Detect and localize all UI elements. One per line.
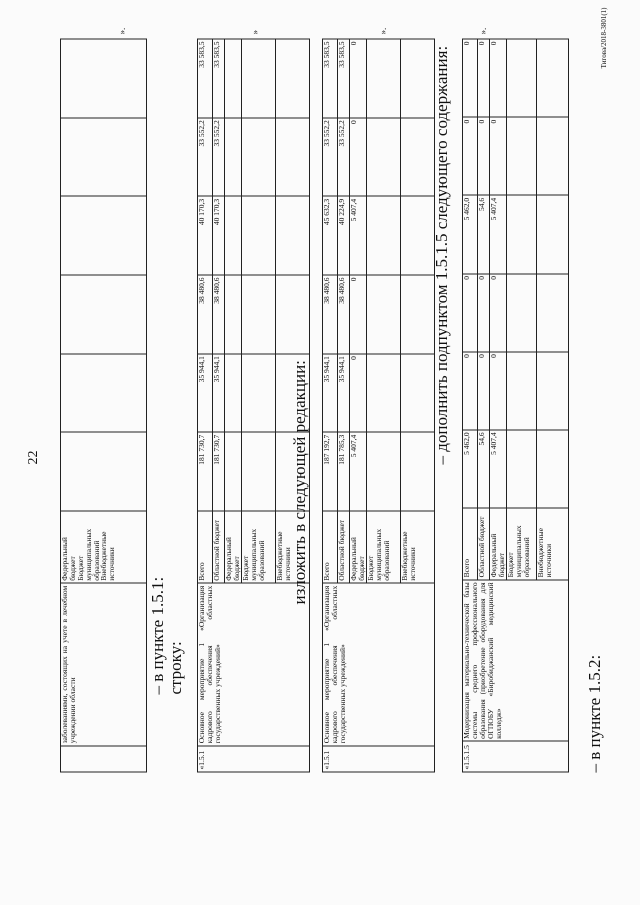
t1-num: «1.5.1 (198, 746, 310, 772)
t2-cell: 45 632,3 (323, 196, 338, 275)
t2-cell: 0 (350, 118, 367, 197)
t3-cell: 0 (463, 117, 478, 195)
t2-source: Бюджет муниципальных образований (366, 511, 400, 583)
t2-source: Всего (323, 511, 338, 583)
t3-cell: 0 (490, 39, 507, 117)
t2-cell: 0 (350, 39, 367, 118)
t3-source: Внебюджетные источники (536, 508, 568, 580)
t2-cell: 40 224,9 (338, 196, 350, 275)
t1-source: Федеральный бюджет (225, 511, 242, 583)
t2-num: «1.5.1 (323, 746, 435, 772)
t2-cell: 38 480,6 (323, 275, 338, 354)
t3-cell: 5 462,0 (463, 430, 478, 508)
t3-cell: 0 (478, 352, 490, 430)
t1-source: Бюджет муниципальных образований (241, 511, 275, 583)
t2-cell: 33 552,2 (338, 118, 350, 197)
t3-desc: Модернизация материально-технической базы системы среднего профессионального образования (приобретение оборудования для ОГПОБУ «Биробиджанский медицинский колледж» (463, 580, 569, 742)
t1-cell: 38 480,6 (198, 275, 213, 354)
t3-cell: 0 (490, 274, 507, 352)
t3-cell: 0 (478, 117, 490, 195)
t2-cell: 0 (350, 275, 367, 354)
t1-source: Областной бюджет (213, 511, 225, 583)
t1-cell: 35 944,1 (198, 354, 213, 433)
t1-cell: 40 170,3 (198, 196, 213, 275)
t1-cell: 33 583,5 (213, 39, 225, 118)
para-4: – в пункте 1.5.2: (585, 654, 604, 773)
t2-cell: 35 944,1 (323, 354, 338, 433)
para-3: – дополнить подпунктом 1.5.1.5 следующего содержания: (432, 45, 451, 465)
t3-cell: 0 (463, 39, 478, 117)
t3-cell: 0 (478, 39, 490, 117)
t3-cell: 0 (490, 117, 507, 195)
t1-cell: 181 730,7 (198, 432, 213, 511)
t3-cell: 5 407,4 (490, 430, 507, 508)
table-2 (322, 39, 435, 773)
t3-cell: 0 (478, 274, 490, 352)
t1-cell: 35 944,1 (213, 354, 225, 433)
t1-cell: 33 583,5 (198, 39, 213, 118)
t2-source: Внебюджетные источники (400, 511, 434, 583)
t2-cell: 5 407,4 (350, 432, 367, 511)
t1-source: Внебюджетные источники (275, 511, 309, 583)
t2-cell: 5 407,4 (350, 196, 367, 275)
t2-cell: 187 192,7 (323, 432, 338, 511)
t2-end-quote: ». (378, 27, 388, 35)
t1-cell: 181 730,7 (213, 432, 225, 511)
table-3 (462, 39, 569, 773)
page-number: 22 (26, 450, 41, 465)
t1-desc: Основное мероприятие 1 «Организация кадрового обеспечения областных государственных учреждений» (198, 583, 310, 746)
t1-source: Всего (198, 511, 213, 583)
footer-code: Тигова/2018-3801(1) (600, 7, 608, 69)
t2-cell: 33 552,2 (323, 118, 338, 197)
t1-cell: 33 552,2 (198, 118, 213, 197)
t3-cell: 0 (463, 352, 478, 430)
t2-cell: 38 480,6 (338, 275, 350, 354)
t2-cell: 181 785,3 (338, 432, 350, 511)
t2-cell: 33 583,5 (323, 39, 338, 118)
t3-cell: 5 407,4 (490, 195, 507, 273)
table-top (60, 39, 147, 773)
t3-cell: 0 (463, 274, 478, 352)
top-desc: заболеваниями, состоящих на учете в лечебном учреждении области (61, 583, 147, 746)
t3-cell: 54,6 (478, 195, 490, 273)
t3-cell: 0 (490, 352, 507, 430)
t1-end-quote: » (250, 30, 260, 35)
t2-cell: 0 (350, 354, 367, 433)
t3-source: Бюджет муниципальных образований (506, 508, 536, 580)
t3-source: Областной бюджет (478, 508, 490, 580)
para-1b: строку: (166, 641, 185, 695)
t3-cell: 5 462,0 (463, 195, 478, 273)
t2-cell: 35 944,1 (338, 354, 350, 433)
t2-desc: Основное мероприятие 1 «Организация кадрового обеспечения областных государственных учреждений» (323, 583, 435, 746)
top-source-1: Федеральный бюджет (60, 537, 77, 581)
t2-source: Областной бюджет (338, 511, 350, 583)
t1-cell: 40 170,3 (213, 196, 225, 275)
t2-cell: 33 583,5 (338, 39, 350, 118)
t2-source: Федеральный бюджет (350, 511, 367, 583)
t1-cell: 33 552,2 (213, 118, 225, 197)
t3-num: «1.5.1.5 (463, 741, 569, 772)
t3-source: Всего (463, 508, 478, 580)
t3-end-quote: ». (478, 27, 488, 35)
para-2: изложить в следующей редакции: (290, 360, 309, 605)
t3-cell: 54,6 (478, 430, 490, 508)
para-1: – в пункте 1.5.1: (148, 576, 167, 695)
top-source-2: Бюджет муниципальных образований (75, 528, 101, 581)
t3-source: Федеральный бюджет (490, 508, 507, 580)
top-source-3: Внебюджетные источники (99, 531, 117, 581)
t1-cell: 38 480,6 (213, 275, 225, 354)
top-end-quote: ». (117, 27, 127, 35)
